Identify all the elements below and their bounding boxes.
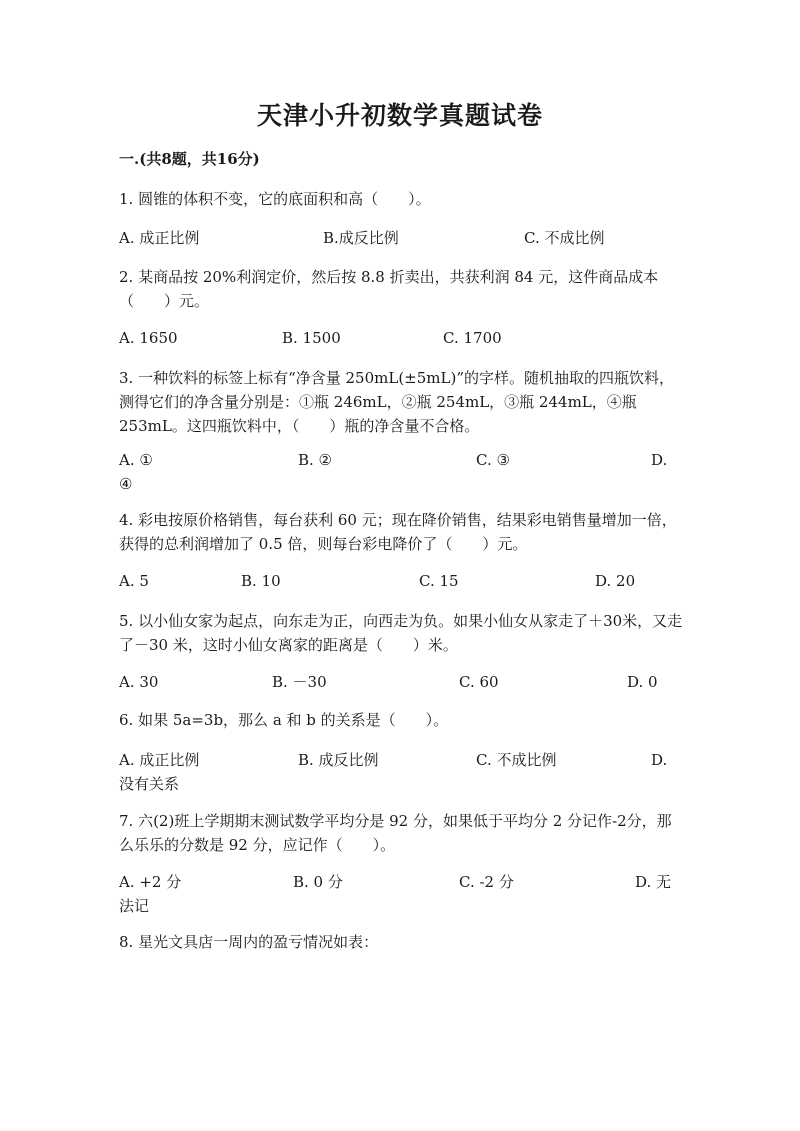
q2-option-b: B. 1500 — [282, 329, 341, 347]
q4-option-d: D. 20 — [595, 572, 636, 590]
q7-option-b: B. 0 分 — [293, 873, 343, 891]
q5-option-c: C. 60 — [459, 673, 499, 691]
q7-option-a: A. +2 分 — [119, 873, 182, 891]
q1-option-b: B.成反比例 — [323, 229, 399, 247]
question-8: 8. 星光文具店一周内的盈亏情况如表： — [119, 933, 379, 951]
q4-option-c: C. 15 — [419, 572, 459, 590]
q5-option-d: D. 0 — [627, 673, 658, 691]
question-2: 2. 某商品按 20%利润定价，然后按 8.8 折卖出，共获利润 84 元，这件商品成本（ ）元。 — [119, 268, 659, 310]
page-title: 天津小升初数学真题试卷 — [256, 101, 543, 130]
q7-option-c: C. -2 分 — [459, 873, 514, 891]
question-6: 6. 如果 5a=3b，那么 a 和 b 的关系是（ ）。 — [119, 711, 449, 729]
section-heading: 一.(共8题，共16分) — [119, 150, 260, 168]
q5-option-a: A. 30 — [119, 673, 159, 691]
q3-option-c: C. ③ — [476, 451, 510, 469]
q1-option-c: C. 不成比例 — [524, 229, 605, 247]
question-3: 3. 一种饮料的标签上标有“净含量 250mL(±5mL)”的字样。随机抽取的四瓶饮料，测得它们的净含量分别是：①瓶 246mL，②瓶 254mL，③瓶 244mL，④瓶 253mL。这四瓶饮料中，（ ）瓶的净含量不合格。 — [119, 369, 675, 435]
q4-option-a: A. 5 — [119, 572, 149, 590]
q6-option-c: C. 不成比例 — [476, 751, 557, 769]
question-4: 4. 彩电按原价格销售，每台获利 60 元；现在降价销售，结果彩电销售量增加一倍，获得的总利润增加了 0.5 倍，则每台彩电降价了（ ）元。 — [119, 511, 677, 553]
q6-option-a: A. 成正比例 — [119, 751, 200, 769]
q2-option-c: C. 1700 — [443, 329, 502, 347]
question-1: 1. 圆锥的体积不变，它的底面积和高（ ）。 — [119, 190, 431, 208]
q7-option-d: D. 无法记 — [119, 873, 672, 915]
q6-option-b: B. 成反比例 — [298, 751, 379, 769]
q4-option-b: B. 10 — [241, 572, 281, 590]
q6-option-d: D. 没有关系 — [119, 751, 668, 793]
q5-option-b: B. －30 — [272, 673, 327, 691]
q3-option-a: A. ① — [119, 451, 153, 469]
q3-option-b: B. ② — [298, 451, 333, 469]
q1-option-a: A. 成正比例 — [119, 229, 200, 247]
q2-option-a: A. 1650 — [119, 329, 178, 347]
question-5: 5. 以小仙女家为起点，向东走为正，向西走为负。如果小仙女从家走了＋30米，又走了－30 米，这时小仙女离家的距离是（ ）米。 — [119, 612, 683, 654]
question-7: 7. 六(2)班上学期期末测试数学平均分是 92 分，如果低于平均分 2 分记作-2分，那么乐乐的分数是 92 分，应记作（ ）。 — [119, 812, 672, 854]
q3-option-d: D. ④ — [119, 451, 668, 493]
